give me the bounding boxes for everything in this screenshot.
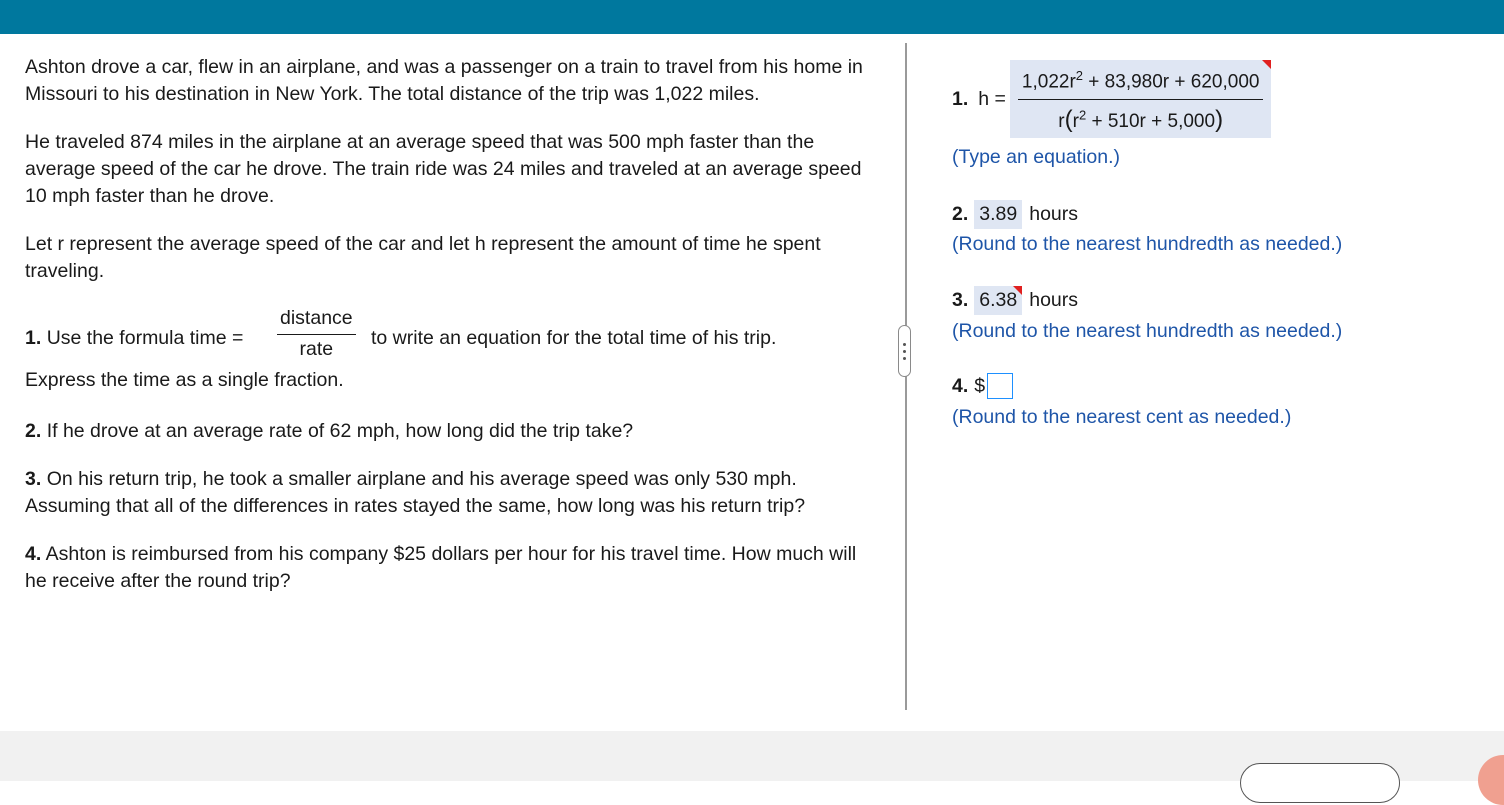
answer-3-label: 3. xyxy=(952,288,969,311)
formula-numerator: distance xyxy=(277,307,356,335)
answer-1-lhs: h = xyxy=(978,87,1006,110)
question-1-lead xyxy=(25,325,243,352)
question-4-text: Ashton is reimbursed from his company $25 dollars per hour for his travel time. How much will he receive after the round trip? xyxy=(25,543,857,592)
answer-4-input[interactable] xyxy=(987,373,1013,399)
formula-fraction xyxy=(277,307,356,360)
problem-intro: Ashton drove a car, flew in an airplane, and was a passenger on a train to travel from his home in Missouri to his destination in New York. The total distance of the trip was 1,022 miles. xyxy=(25,56,863,105)
question-2-number: 2. xyxy=(25,420,42,442)
formula-denominator: rate xyxy=(299,338,334,360)
question-1-pre: Use the formula time = xyxy=(46,327,244,349)
answer-1-denominator: $r(r^2 + 510r + 5,000)$ xyxy=(1058,106,1224,134)
bottom-button[interactable] xyxy=(1240,763,1400,803)
vertical-ellipsis-icon[interactable] xyxy=(898,325,911,377)
question-3-number: 3. xyxy=(25,468,42,490)
answer-2-value[interactable]: 3.89 xyxy=(974,200,1022,229)
question-3 xyxy=(25,466,865,520)
question-2 xyxy=(25,418,865,445)
bottom-link[interactable] xyxy=(35,745,275,755)
answer-3-hint: (Round to the nearest hundredth as needed.) xyxy=(952,320,1343,342)
question-1-number: 1. xyxy=(25,327,42,349)
question-4-number: 4. xyxy=(25,543,42,565)
red-corner-flag-icon xyxy=(1013,286,1022,295)
answer-3 xyxy=(952,284,1078,316)
answer-2-hint: (Round to the nearest hundredth as needed.) xyxy=(952,233,1343,255)
question-1-express: Express the time as a single fraction. xyxy=(25,369,344,391)
answer-1-equation[interactable] xyxy=(1010,60,1272,138)
header-bar xyxy=(0,0,1504,34)
answer-1-hint: (Type an equation.) xyxy=(952,146,1121,168)
answer-4-hint: (Round to the nearest cent as needed.) xyxy=(952,406,1292,428)
question-2-text: If he drove at an average rate of 62 mph, how long did the trip take? xyxy=(46,420,634,442)
question-1 xyxy=(25,307,865,367)
problem-variables: Let r represent the average speed of the car and let h represent the amount of time he spent traveling. xyxy=(25,233,821,282)
answer-3-unit: hours xyxy=(1029,288,1078,311)
question-4 xyxy=(25,541,865,595)
answer-1 xyxy=(952,54,1271,144)
answer-2-unit: hours xyxy=(1029,202,1078,225)
answer-4-label: 4. xyxy=(952,374,969,397)
red-corner-flag-icon xyxy=(1262,60,1271,69)
answer-1-numerator: $1,022r^2 + 83,980r + 620,000$ xyxy=(1018,66,1264,100)
answer-3-value: 6.38 xyxy=(979,288,1018,311)
answer-4 xyxy=(952,370,1013,402)
answer-2 xyxy=(952,198,1078,230)
answer-2-label: 2. xyxy=(952,202,969,225)
problem-details: He traveled 874 miles in the airplane at an average speed that was 500 mph faster than the average speed of the car he drove. The train ride was 24 miles and traveled at an average speed 10 mph faster than he drove. xyxy=(25,131,862,207)
question-1-post: to write an equation for the total time of his trip. xyxy=(371,327,777,349)
problem-panel xyxy=(25,54,865,616)
answer-4-prefix: $ xyxy=(974,374,986,397)
question-3-text: On his return trip, he took a smaller airplane and his average speed was only 530 mph. Assuming that all of the differences in rates stayed the same, how long was his return trip? xyxy=(25,468,806,517)
answer-3-value-box[interactable] xyxy=(974,286,1022,315)
answer-1-label: 1. xyxy=(952,87,969,110)
